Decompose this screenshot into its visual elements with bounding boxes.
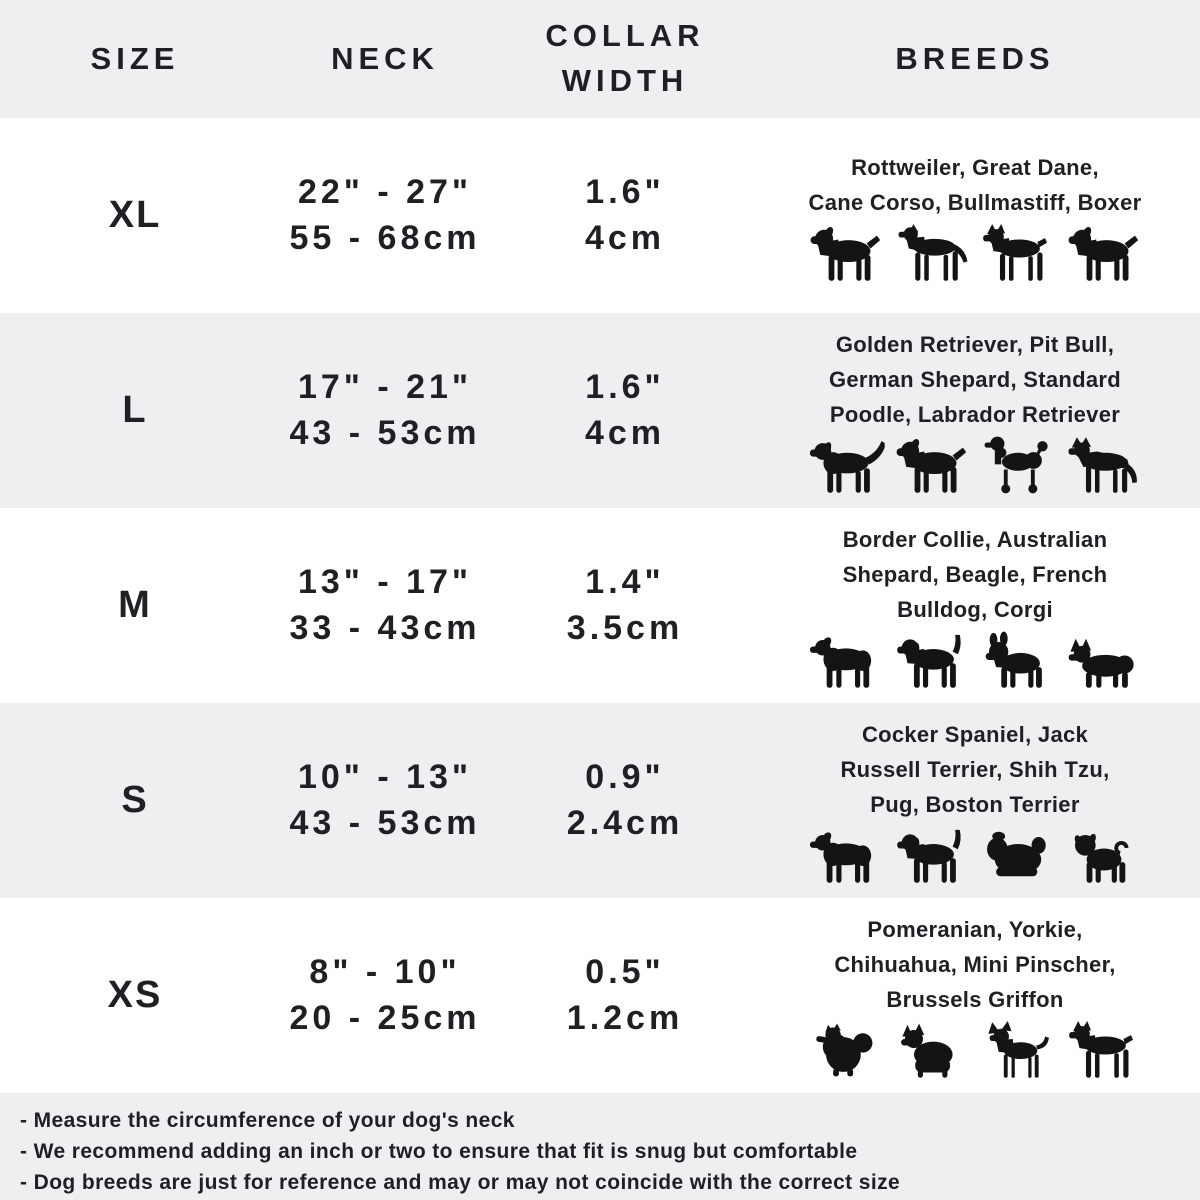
breeds-cell (750, 118, 1200, 313)
corgi-icon (1065, 631, 1143, 689)
breeds-list-line: Brussels Griffon (886, 987, 1064, 1012)
collar-width (500, 560, 750, 651)
breeds-list-line: Bulldog, Corgi (897, 597, 1053, 622)
collar-width-inches: 1.6" (585, 367, 665, 406)
bullmastiff-icon (1065, 224, 1143, 282)
table-row-l (0, 313, 1200, 508)
collar-width (500, 755, 750, 846)
neck-range (270, 755, 500, 846)
footer-notes (0, 1093, 1200, 1200)
collar-width (500, 170, 750, 261)
breeds-list-line: Cane Corso, Bullmastiff, Boxer (808, 189, 1142, 215)
neck-range (270, 170, 500, 261)
column-header-collar-width: COLLAR WIDTH (545, 18, 705, 98)
neck-cm: 33 - 43cm (289, 608, 481, 647)
breeds-list-line: Pomeranian, Yorkie, (867, 917, 1083, 942)
breeds-list-line: Poodle, Labrador Retriever (829, 402, 1121, 427)
column-header-neck: NECK (331, 40, 439, 76)
neck-inches: 13" - 17" (297, 562, 473, 601)
breeds-cell (750, 703, 1200, 898)
neck-inches: 22" - 27" (297, 172, 473, 211)
rottweiler-icon (807, 224, 885, 282)
note-reference: - Dog breeds are just for reference and may or may not coincide with the correct size (20, 1171, 901, 1194)
neck-inches: 17" - 21" (297, 367, 473, 406)
table-row-m (0, 508, 1200, 703)
neck-range (270, 560, 500, 651)
dog-silhouettes (807, 224, 1143, 282)
neck-range (270, 950, 500, 1041)
collar-width-inches: 1.4" (585, 562, 665, 601)
chihuahua-icon (979, 1021, 1057, 1079)
breeds-list-line: Cocker Spaniel, Jack (861, 722, 1089, 747)
neck-inches: 8" - 10" (309, 952, 461, 991)
collar-width-cm: 3.5cm (566, 608, 684, 647)
size-label: XL (108, 194, 162, 236)
french-bulldog-icon (979, 631, 1057, 689)
cocker-spaniel-icon (807, 826, 885, 884)
collar-width-inches: 0.5" (585, 952, 665, 991)
beagle-icon (893, 631, 971, 689)
table-row-xl (0, 118, 1200, 313)
column-header-breeds: BREEDS (895, 40, 1055, 76)
collar-width-cm: 4cm (584, 218, 666, 257)
size-label: S (121, 779, 149, 821)
table-row-xs (0, 898, 1200, 1093)
dog-silhouettes (807, 631, 1143, 689)
collar-width-inches: 0.9" (585, 757, 665, 796)
table-row-s (0, 703, 1200, 898)
note-recommend: - We recommend adding an inch or two to ensure that fit is snug but comfortable (20, 1140, 858, 1163)
breeds-cell (750, 313, 1200, 508)
breeds-list-line: Border Collie, Australian (842, 527, 1108, 552)
german-shepherd-icon (1065, 436, 1143, 494)
neck-cm: 55 - 68cm (289, 218, 481, 257)
neck-cm: 20 - 25cm (289, 998, 481, 1037)
size-label: L (122, 389, 148, 431)
golden-retriever-icon (807, 436, 885, 494)
column-header-size: SIZE (90, 40, 180, 76)
labrador-icon (893, 436, 971, 494)
breeds-list-line: Golden Retriever, Pit Bull, (835, 332, 1115, 357)
breeds-list-line: German Shepard, Standard (828, 367, 1122, 392)
breeds-list-line: Pug, Boston Terrier (870, 792, 1080, 817)
size-label: XS (107, 974, 163, 1016)
neck-inches: 10" - 13" (297, 757, 473, 796)
dog-silhouettes (807, 436, 1143, 494)
breeds-list-line: Chihuahua, Mini Pinscher, (834, 952, 1116, 977)
neck-range (270, 365, 500, 456)
size-label: M (118, 584, 152, 626)
table-header (0, 0, 1200, 118)
dog-silhouettes (807, 1021, 1143, 1079)
breeds-cell (750, 898, 1200, 1093)
yorkie-icon (893, 1021, 971, 1079)
poodle-icon (979, 436, 1057, 494)
australian-shepherd-icon (807, 631, 885, 689)
great-dane-icon (893, 224, 971, 282)
neck-cm: 43 - 53cm (289, 413, 481, 452)
pug-icon (1065, 826, 1143, 884)
neck-cm: 43 - 53cm (289, 803, 481, 842)
breeds-list-line: Rottweiler, Great Dane, (851, 154, 1099, 180)
pomeranian-icon (807, 1021, 885, 1079)
jack-russell-icon (893, 826, 971, 884)
dog-silhouettes (807, 826, 1143, 884)
min-pinscher-icon (1065, 1021, 1143, 1079)
breeds-list-line: Shepard, Beagle, French (842, 562, 1108, 587)
collar-width-inches: 1.6" (585, 172, 665, 211)
collar-width (500, 950, 750, 1041)
shih-tzu-icon (979, 826, 1057, 884)
collar-width (500, 365, 750, 456)
collar-width-cm: 1.2cm (566, 998, 684, 1037)
note-measure: - Measure the circumference of your dog's neck (20, 1109, 515, 1132)
breeds-cell (750, 508, 1200, 703)
collar-width-cm: 2.4cm (566, 803, 684, 842)
boxer-icon (979, 224, 1057, 282)
breeds-list-line: Russell Terrier, Shih Tzu, (840, 757, 1110, 782)
collar-width-cm: 4cm (584, 413, 666, 452)
